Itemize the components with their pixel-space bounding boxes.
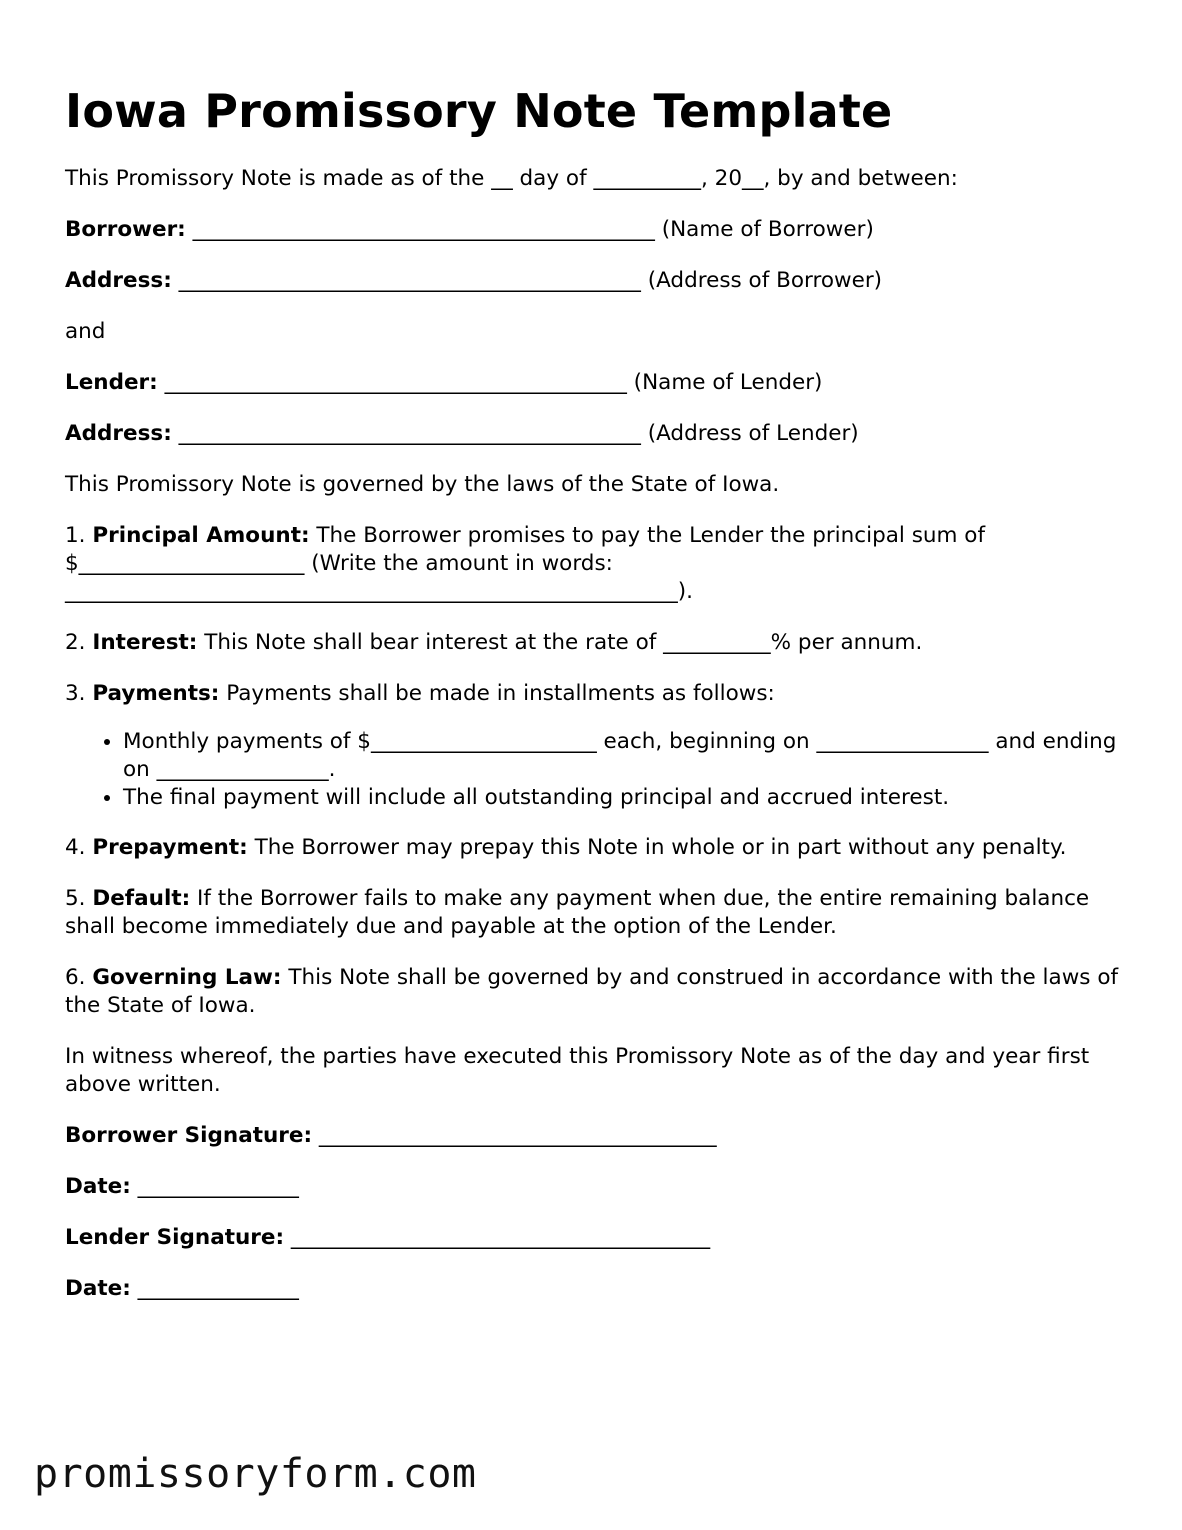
section-text: Payments shall be made in installments as follows: [219, 681, 775, 706]
section-label: Payments: [92, 681, 220, 706]
list-item: • The final payment will include all outstanding principal and accrued interest. [123, 784, 1125, 812]
lender-date-field: _______________ [130, 1276, 299, 1301]
footer-watermark: promissoryform.com [34, 1451, 477, 1497]
section-text: This Note shall be governed by and construed in accordance with the laws of the State of Iowa. [65, 965, 1119, 1018]
section-interest [65, 629, 1125, 657]
lender-address-line [65, 420, 1125, 448]
list-item: • Monthly payments of $_____________________ each, beginning on ________________ and ending on ________________. [123, 728, 1125, 784]
section-number: 3. [65, 681, 93, 706]
section-number: 1. [65, 523, 93, 548]
section-label: Interest: [92, 630, 198, 655]
borrower-field: ___________________________________________ (Name of Borrower) [185, 217, 874, 242]
borrower-date-label: Date: [65, 1174, 131, 1199]
section-label: Governing Law: [92, 965, 282, 990]
section-number: 4. [65, 835, 93, 860]
borrower-date-line [65, 1173, 1125, 1201]
page-title: Iowa Promissory Note Template [65, 84, 893, 138]
witness-paragraph: In witness whereof, the parties have executed this Promissory Note as of the day and year first above written. [65, 1044, 1090, 1097]
intro-paragraph: This Promissory Note is made as of the __ day of __________, 20__, by and between: [65, 166, 958, 191]
section-label: Principal Amount: [92, 523, 310, 548]
borrower-signature-field: _____________________________________ [312, 1123, 717, 1148]
borrower-address-line [65, 267, 1125, 295]
governed-paragraph: This Promissory Note is governed by the laws of the State of Iowa. [65, 472, 780, 497]
and-text: and [65, 319, 106, 344]
lender-address-field: ___________________________________________ (Address of Lender) [171, 421, 859, 446]
section-number: 6. [65, 965, 93, 990]
section-number: 5. [65, 886, 93, 911]
section-default [65, 885, 1125, 941]
lender-signature-line [65, 1224, 1125, 1252]
section-text: This Note shall bear interest at the rate of __________% per annum. [197, 630, 923, 655]
lender-date-line [65, 1275, 1125, 1303]
section-label: Prepayment: [92, 835, 248, 860]
section-text: The Borrower promises to pay the Lender the principal sum of $_____________________ (Write the amount in words: _________________________________________________________). [65, 523, 986, 604]
lender-field: ___________________________________________ (Name of Lender) [157, 370, 823, 395]
lender-date-label: Date: [65, 1276, 131, 1301]
lender-signature-field: _______________________________________ [284, 1225, 711, 1250]
payments-list [65, 728, 1125, 812]
section-payments [65, 680, 1125, 708]
borrower-signature-label: Borrower Signature: [65, 1123, 313, 1148]
section-label: Default: [92, 886, 191, 911]
lender-signature-label: Lender Signature: [65, 1225, 285, 1250]
borrower-signature-line [65, 1122, 1125, 1150]
section-principal [65, 522, 1125, 606]
section-text: The Borrower may prepay this Note in whole or in part without any penalty. [247, 835, 1067, 860]
lender-label: Lender: [65, 370, 158, 395]
borrower-address-label: Address: [65, 268, 172, 293]
section-number: 2. [65, 630, 93, 655]
lender-line [65, 369, 1125, 397]
borrower-label: Borrower: [65, 217, 186, 242]
borrower-line [65, 216, 1125, 244]
borrower-date-field: _______________ [130, 1174, 299, 1199]
lender-address-label: Address: [65, 421, 172, 446]
section-text: If the Borrower fails to make any payment when due, the entire remaining balance shall become immediately due and payable at the option of the Lender. [65, 886, 1090, 939]
borrower-address-field: ___________________________________________ (Address of Borrower) [171, 268, 883, 293]
section-prepayment [65, 834, 1125, 862]
document-page [65, 78, 1125, 1326]
section-governing-law [65, 964, 1125, 1020]
